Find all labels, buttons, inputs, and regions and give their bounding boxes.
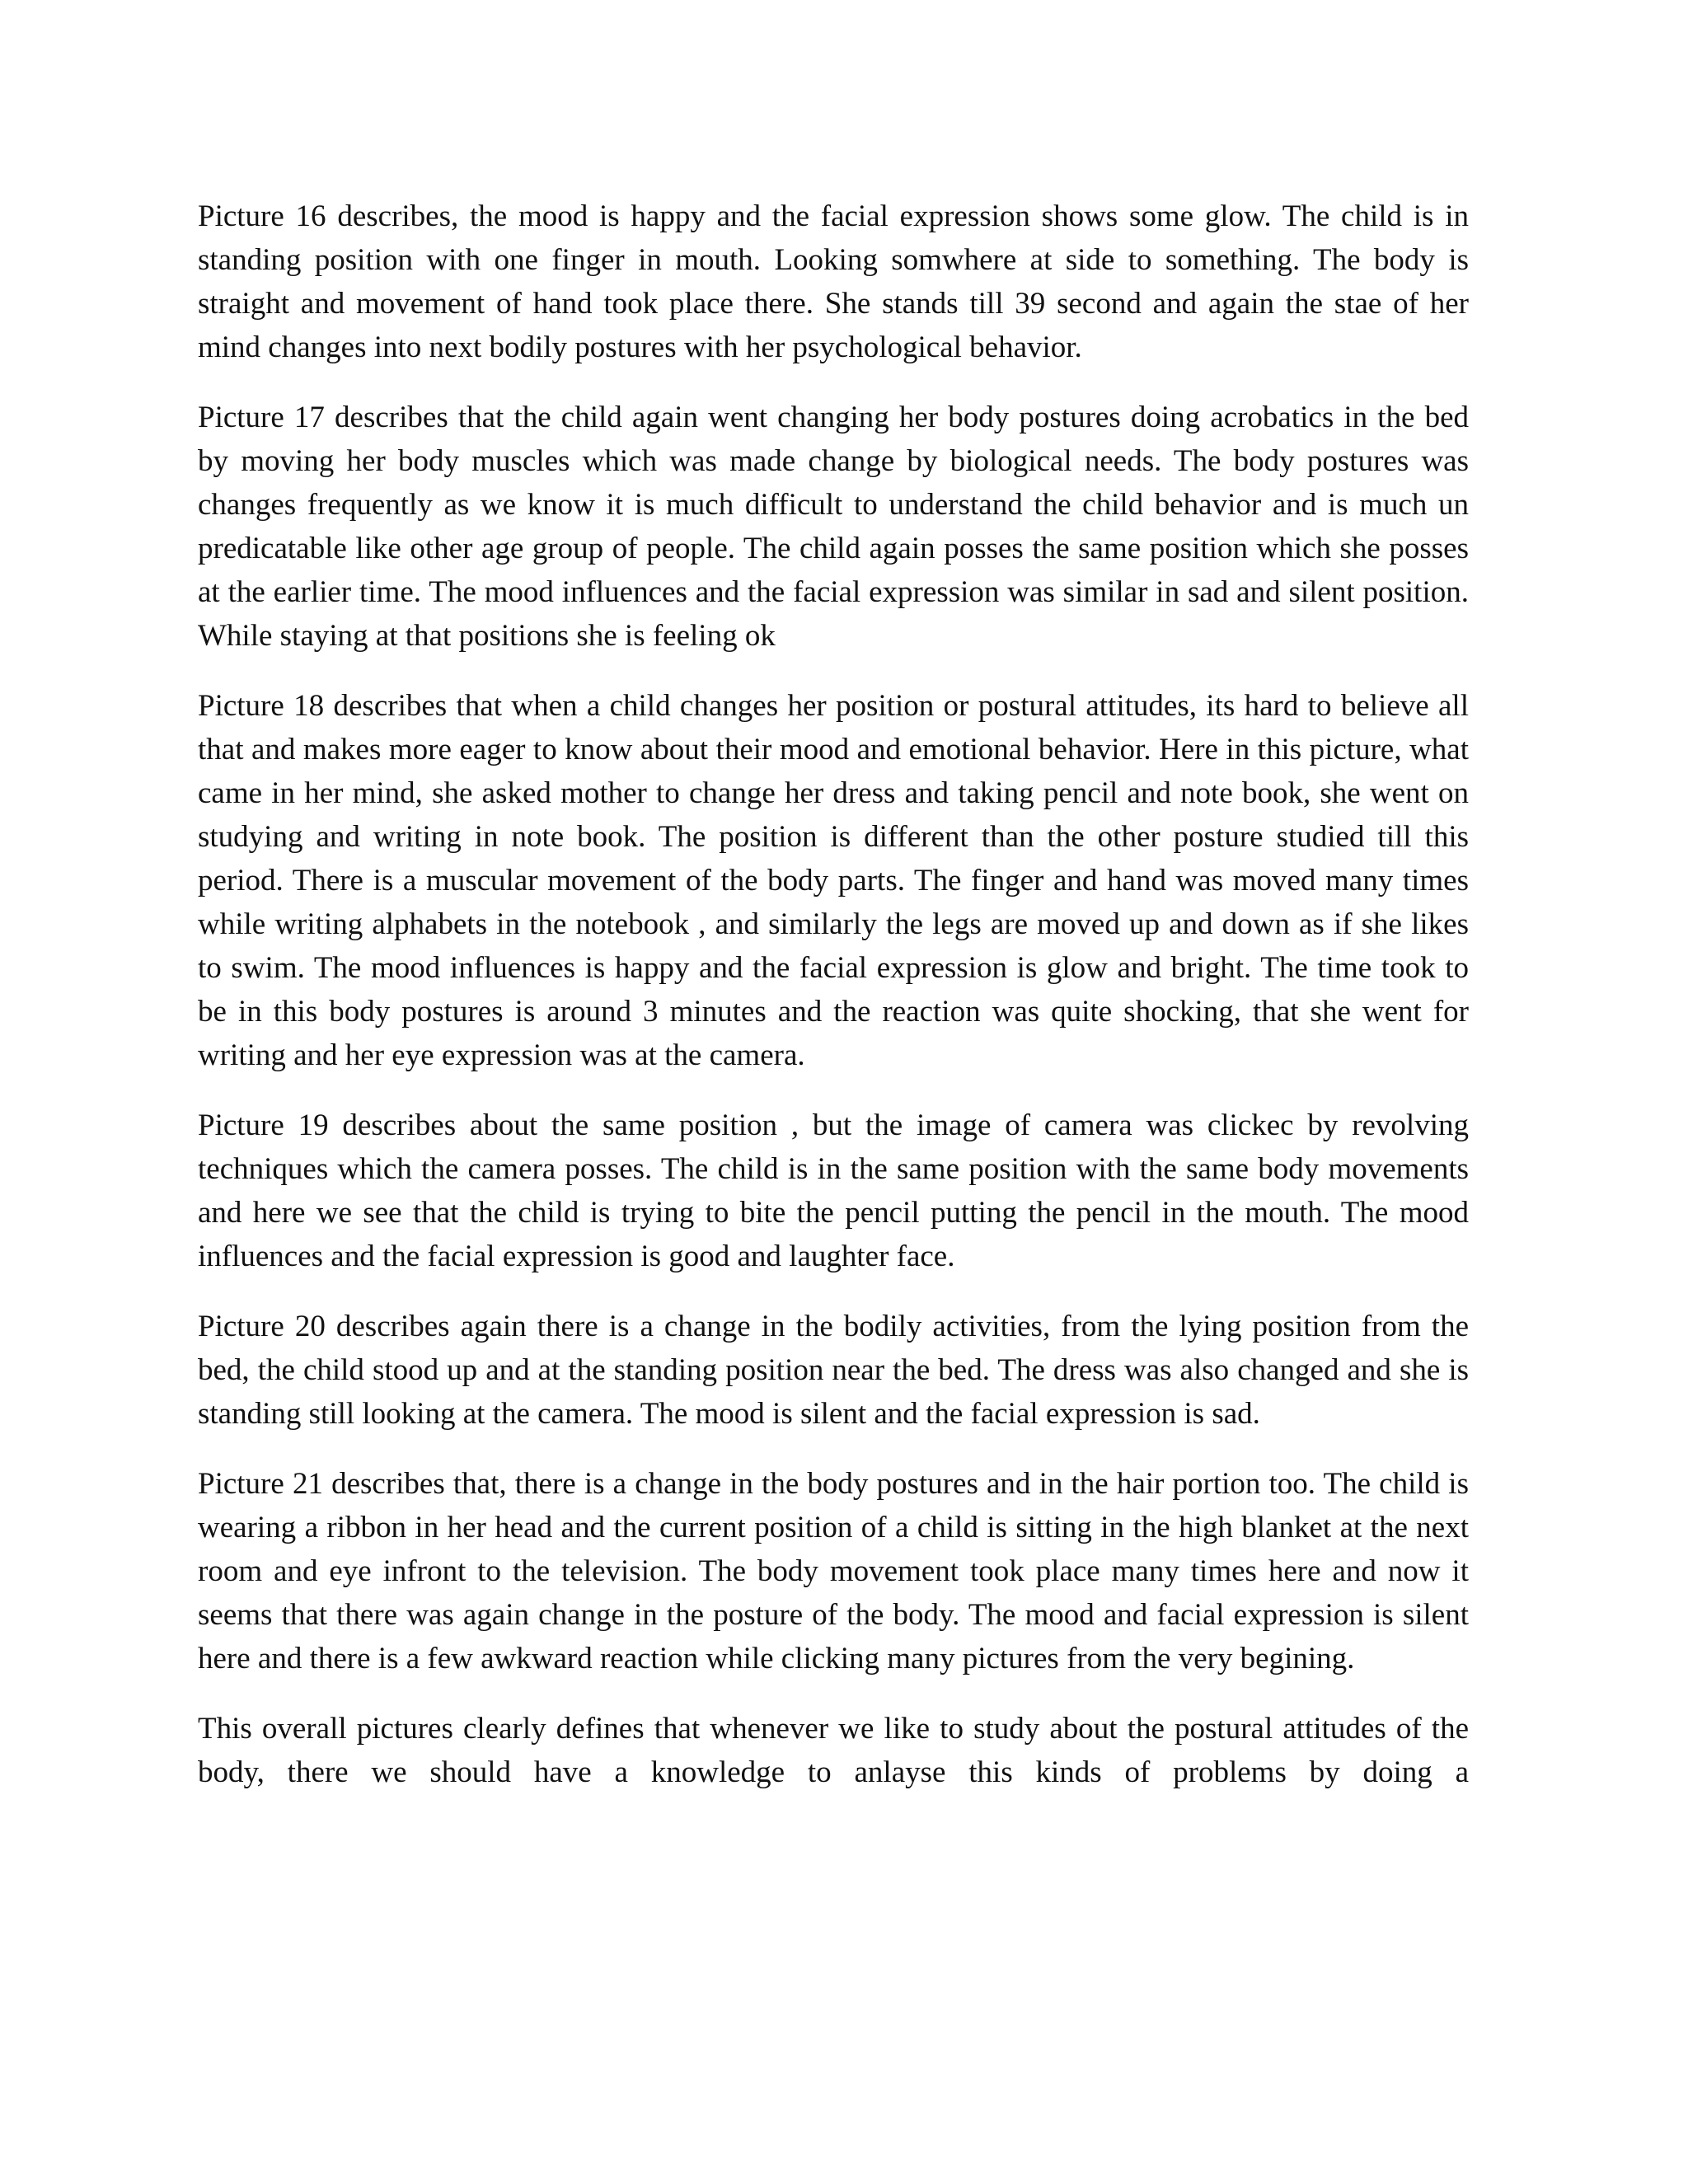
paragraph-overall-summary: This overall pictures clearly defines that whenever we like to study about the postural attitudes of the body, there we should have a knowledge to anlayse this kinds of problems by doing a [198,1712,1469,1789]
paragraph-picture-21: Picture 21 describes that, there is a change in the body postures and in the hair portion too. The child is wearing a ribbon in her head and the current position of a child is sitting in the high blanket at the next room and eye infront to the television. The body movement took place many times here and now it seems that there was again change in the posture of the body. The mood and facial expression is silent here and there is a few awkward reaction while clicking many pictures from the very begining. [198,1467,1469,1675]
paragraph-picture-18: Picture 18 describes that when a child changes her position or postural attitudes, its hard to believe all that and makes more eager to know about their mood and emotional behavior. Here in this picture, what came in her mind, she asked mother to change her dress and taking pencil and note book, she went on studying and writing in note book. The position is different than the other posture studied till this period. There is a muscular movement of the body parts. The finger and hand was moved many times while writing alphabets in the notebook , and similarly the legs are moved up and down as if she likes to swim. The mood influences is happy and the facial expression is glow and bright. The time took to be in this body postures is around 3 minutes and the reaction was quite shocking, that she went for writing and her eye expression was at the camera. [198,689,1469,1072]
document-body [198,194,1469,1794]
paragraph-picture-17: Picture 17 describes that the child again went changing her body postures doing acrobatics in the bed by moving her body muscles which was made change by biological needs. The body postures was changes frequently as we know it is much difficult to understand the child behavior and is much un predicatable like other age group of people. The child again posses the same position which she posses at the earlier time. The mood influences and the facial expression was similar in sad and silent position. While staying at that positions she is feeling ok [198,401,1469,653]
paragraph-picture-16: Picture 16 describes, the mood is happy and the facial expression shows some glow. The child is in standing position with one finger in mouth. Looking somwhere at side to something. The body is straight and movement of hand took place there. She stands till 39 second and again the stae of her mind changes into next bodily postures with her psychological behavior. [198,199,1469,364]
paragraph-picture-19: Picture 19 describes about the same position , but the image of camera was clickec by revolving techniques which the camera posses. The child is in the same position with the same body movements and here we see that the child is trying to bite the pencil putting the pencil in the mouth. The mood influences and the facial expression is good and laughter face. [198,1108,1469,1273]
paragraph-picture-20: Picture 20 describes again there is a change in the bodily activities, from the lying position from the bed, the child stood up and at the standing position near the bed. The dress was also changed and she is standing still looking at the camera. The mood is silent and the facial expression is sad. [198,1310,1469,1431]
